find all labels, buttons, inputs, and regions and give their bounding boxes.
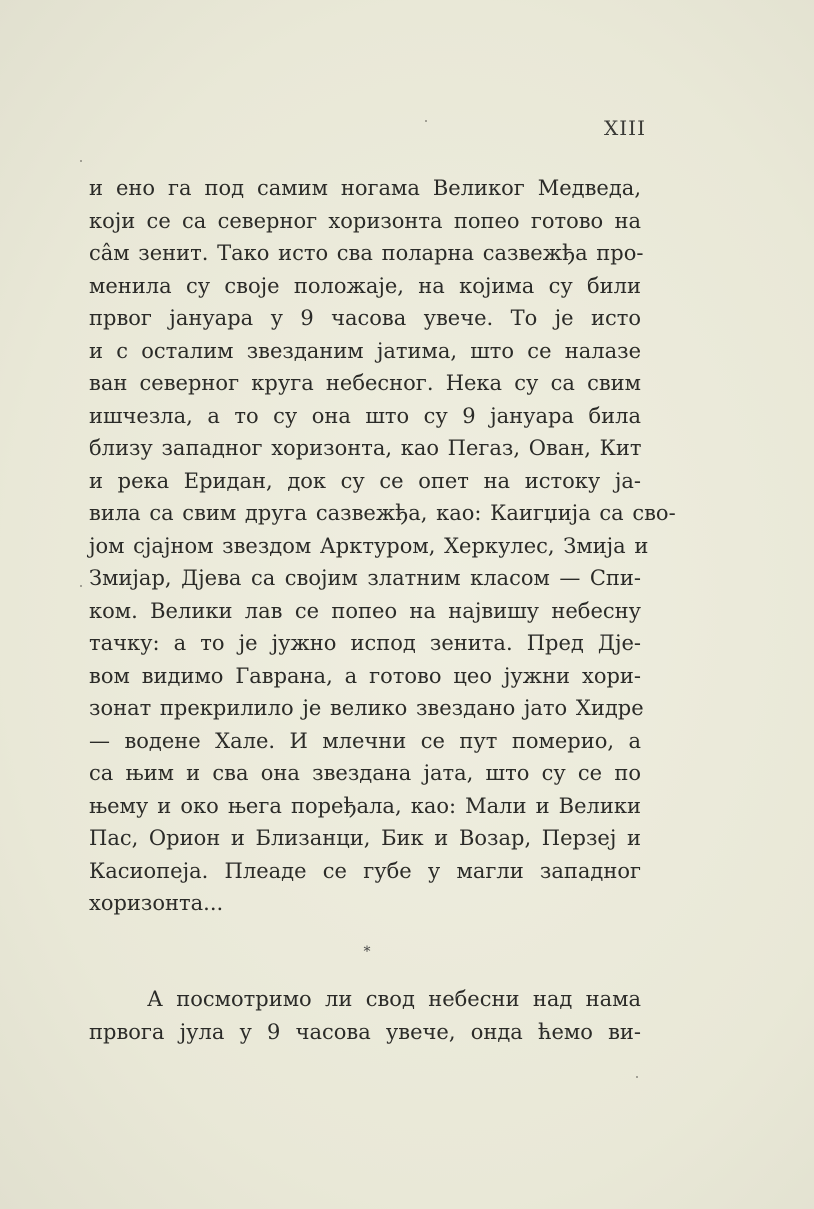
text-line: јом сјајном звездом Арктуром, Херкулес, Змија и <box>89 533 649 558</box>
section-separator: * <box>363 944 371 960</box>
paper-speck <box>636 1076 638 1078</box>
paper-speck <box>80 160 82 162</box>
text-line: хоризонта... <box>89 891 224 915</box>
paper-speck <box>425 120 427 122</box>
text-line: првога јула у 9 часова увече, онда ћемо ви- <box>89 1019 641 1044</box>
paragraph-1 <box>89 172 676 920</box>
text-line: вом видимо Гаврана, а готово цео јужни хори- <box>89 663 641 688</box>
text-line: менила су своје положаје, на којима су били <box>89 273 641 298</box>
text-line: тачку: а то је јужно испод зенита. Пред Дје- <box>89 631 641 655</box>
text-line: и ено га под самим ногама Великог Медведа, <box>89 176 641 200</box>
text-line: са њим и сва она звездана јата, што су се по <box>89 761 641 785</box>
text-line: сâм зенит. Тако исто сва поларна сазвежђа про- <box>89 241 644 265</box>
text-line: Пас, Орион и Близанци, Бик и Возар, Перзеј и <box>89 826 641 850</box>
text-line: ишчезла, а то су она што су 9 јануара била <box>89 403 641 428</box>
text-line: Змијар, Дјева са својим златним класом — Спи- <box>89 566 641 590</box>
text-line: који се са северног хоризонта попео готово на <box>89 208 641 233</box>
text-line: првог јануара у 9 часова увече. То је исто <box>89 306 641 330</box>
paragraph-2 <box>89 983 641 1048</box>
text-line: А посмотримо ли свод небесни над нама <box>147 987 641 1011</box>
text-line: и с осталим звезданим јатима, што се налазе <box>89 338 641 363</box>
text-line: зонат прекрилило је велико звездано јато Хидре <box>89 696 644 720</box>
text-line: Касиопеја. Плеаде се губе у магли западног <box>89 858 641 883</box>
paper-speck <box>80 585 82 587</box>
text-line: ван северног круга небесног. Нека су са свим <box>89 371 641 395</box>
text-line: и река Еридан, док су се опет на истоку ја- <box>89 468 641 493</box>
text-line: њему и око њега поређала, као: Мали и Велики <box>89 793 641 818</box>
text-line: ком. Велики лав се попео на највишу небесну <box>89 598 641 623</box>
text-line: близу западног хоризонта, као Пегаз, Ован, Кит <box>89 436 642 460</box>
text-line: — водене Хале. И млечни се пут померио, а <box>89 728 641 753</box>
text-line: вила са свим друга сазвежђа, као: Каигџија са сво- <box>89 501 676 525</box>
page-number: XIII <box>604 116 646 140</box>
